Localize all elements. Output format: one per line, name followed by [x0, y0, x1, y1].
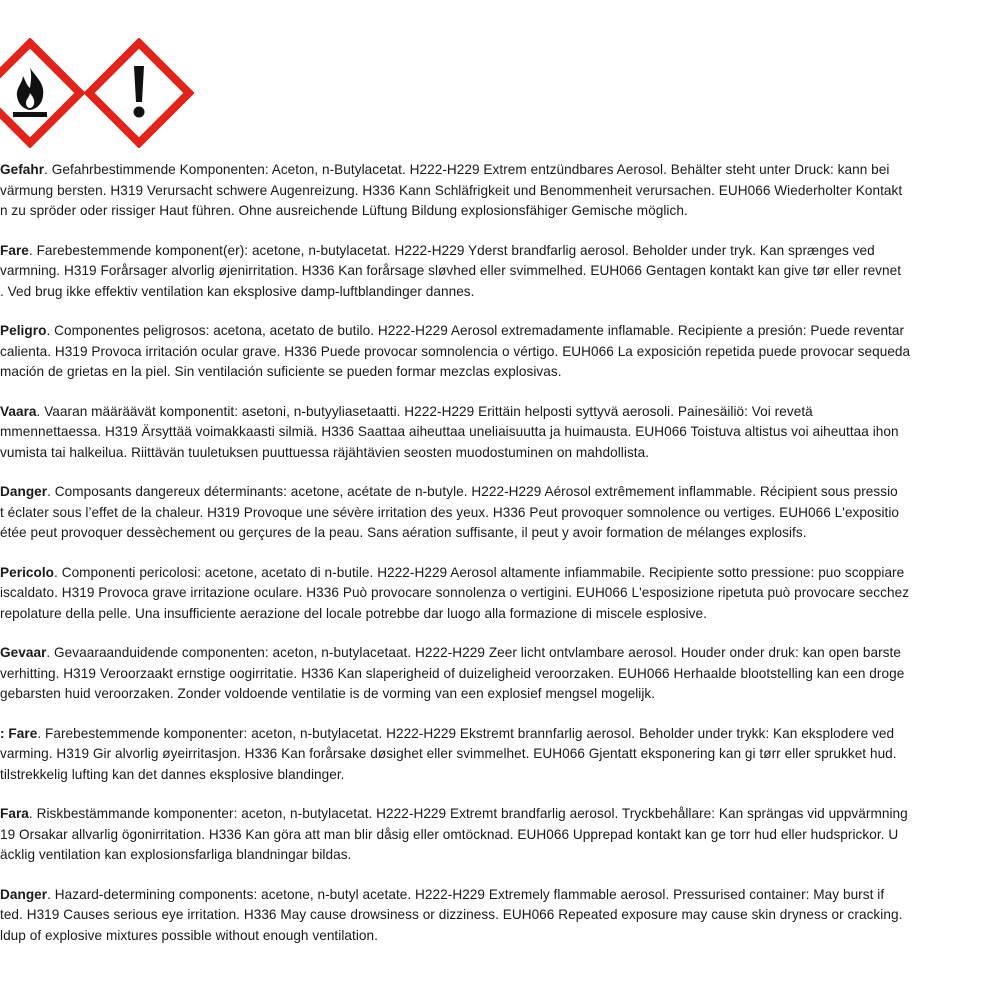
statement-line: iscaldato. H319 Provoca grave irritazione oculare. H336 Può provocare sonnolenza o vertigini. EUH066 L'esposizione ripetuta può provocare secchez: [0, 585, 910, 600]
statement-line: verhitting. H319 Veroorzaakt ernstige oogirritatie. H336 Kan slaperigheid of duizeligheid veroorzaken. EUH066 Herhaalde blootstelling kan een droge: [0, 665, 905, 681]
statement-line: mación de grietas en la piel. Sin ventilación suficiente se pueden formar mezclas explosivas.: [0, 364, 562, 379]
signal-word: Gevaar: [0, 645, 47, 660]
signal-word: : Fare: [0, 725, 38, 741]
signal-word: Peligro: [0, 323, 47, 338]
exclamation-icon: [84, 38, 194, 148]
statement-text: . Farebestemmende komponent(er): acetone, n-butylacetat. H222-H229 Yderst brandfarlig aerosol. Beholder under tryk. Kan sprænges ved: [28, 242, 875, 258]
signal-word: Pericolo: [0, 564, 55, 580]
statement-line: [0, 484, 898, 500]
statement-text: . Componentes peligrosos: acetona, acetato de butilo. H222-H229 Aerosol extremadamente inflamable. Recipiente a presión: Puede reventar: [46, 323, 905, 338]
signal-word: Vaara: [0, 403, 37, 419]
statement-line: ted. H319 Causes serious eye irritation. H336 May cause drowsiness or dizziness. EUH066 Repeated exposure may cause skin dryness or cracking.: [0, 907, 903, 922]
signal-word: Danger: [0, 886, 48, 902]
statement-line: ldup of explosive mixtures possible without enough ventilation.: [0, 927, 378, 943]
statement-text: . Farebestemmende komponenter: aceton, n-butylacetat. H222-H229 Ekstremt brannfarlig aerosol. Beholder under trykk: Kan eksplodere ved: [37, 725, 895, 741]
signal-word: Fare: [0, 242, 29, 258]
statement-line: n zu spröder oder rissiger Haut führen. Ohne ausreichende Lüftung Bildung explosionsfähiger Gemische möglich.: [0, 203, 688, 218]
statement-line: [0, 404, 813, 420]
statement-line: repolature della pelle. Una insufficiente aerazione del locale potrebbe dar luogo alla formazione di miscele esplosive.: [0, 605, 707, 621]
statement-line: 19 Orsakar allvarlig ögonirritation. H336 Kan göra att man blir dåsig eller omtöcknad. EUH066 Upprepad kontakt kan ge torr hud eller hudsprickor. U: [0, 826, 899, 842]
statement-text: . Vaaran määräävät komponentit: asetoni, n-butyyliasetaatti. H222-H229 Erittäin helposti syttyvä aerosoli. Painesäiliö: Voi revetä: [36, 403, 813, 419]
statement-text: . Gefahrbestimmende Komponenten: Aceton, n-Butylacetat. H222-H229 Extrem entzündbares Aerosol. Behälter steht unter Druck: kann bei: [44, 162, 890, 177]
statement-line: gebarsten huid veroorzaken. Zonder voldoende ventilatie is de vorming van een explosief mengsel mogelijk.: [0, 686, 656, 701]
hazard-pictograms: [0, 38, 200, 150]
statement-line: [0, 806, 908, 822]
statement-line: t éclater sous l’effet de la chaleur. H319 Provoque une sévère irritation des yeux. H336 Peut provoquer somnolence ou vertiges. EUH066 L'expositio: [0, 504, 900, 520]
signal-word: Danger: [0, 484, 48, 499]
statement-line: värmung bersten. H319 Verursacht schwere Augenreizung. H336 Kann Schläfrigkeit und Benommenheit verursachen. EUH066 Wiederholter Kontakt: [0, 182, 903, 198]
statement-line: varmning. H319 Forårsager alvorlig øjenirritation. H336 Kan forårsage sløvhed eller svimmelhed. EUH066 Gentagen kontakt kan give tør eller revnet: [0, 263, 902, 278]
statement-line: [0, 323, 904, 339]
statement-line: [0, 162, 889, 178]
statement-text: . Hazard-determining components: acetone, n-butyl acetate. H222-H229 Extremely flammable aerosol. Pressurised container: May burst if: [47, 886, 885, 902]
signal-word: Fara: [0, 806, 29, 821]
statement-text: . Composants dangereux déterminants: acetone, acétate de n-butyle. H222-H229 Aérosol extrêmement inflammable. Récipient sous pressio: [47, 484, 898, 499]
statement-text: . Gevaaraanduidende componenten: aceton, n-butylacetaat. H222-H229 Zeer licht ontvlambare aerosol. Houder onder druk: kan open barste: [46, 645, 901, 660]
statement-line: [0, 726, 894, 742]
signal-word: Gefahr: [0, 162, 45, 177]
statement-text: . Componenti pericolosi: acetone, acetato di n-butile. H222-H229 Aerosol altamente infiammabile. Recipiente sotto pressione: puo scoppiare: [54, 564, 905, 580]
statement-line: étée peut provoquer dessèchement ou gerçures de la peau. Sans aération suffisante, il peut y avoir formation de mélanges explosifs.: [0, 525, 807, 540]
statement-line: tilstrekkelig lufting kan det dannes eksplosive blandinger.: [0, 766, 345, 782]
statement-line: calienta. H319 Provoca irritación ocular grave. H336 Puede provocar somnolencia o vértigo. EUH066 La exposición repetida puede provocar sequeda: [0, 343, 911, 359]
flame-icon: [0, 38, 85, 148]
statement-line: . Ved brug ikke effektiv ventilation kan eksplosive damp-luftblandinger dannes.: [0, 283, 475, 299]
statement-line: äcklig ventilation kan explosionsfarliga blandningar bildas.: [0, 847, 352, 862]
statement-line: varming. H319 Gir alvorlig øyeirritasjon. H336 Kan forårsake døsighet eller svimmelhet. EUH066 Gjentatt eksponering kan gi tørr eller sprukket hud.: [0, 746, 897, 761]
statement-line: [0, 645, 901, 661]
statement-line: [0, 887, 884, 903]
statement-text: . Riskbestämmande komponenter: aceton, n-butylacetat. H222-H229 Extremt brandfarlig aerosol. Tryckbehållare: Kan sprängas vid uppvärmning: [28, 806, 908, 821]
statement-line: [0, 243, 875, 259]
statement-line: mmennettaessa. H319 Ärsyttää voimakkaasti silmiä. H336 Saattaa aiheuttaa uneliaisuutta ja huimausta. EUH066 Toistuva altistus voi aiheuttaa ihon: [0, 424, 899, 439]
statement-line: [0, 565, 904, 581]
statement-line: vumista tai halkeilua. Riittävän tuuletuksen puuttuessa räjähtävien seosten muodostuminen on mahdollista.: [0, 444, 650, 460]
